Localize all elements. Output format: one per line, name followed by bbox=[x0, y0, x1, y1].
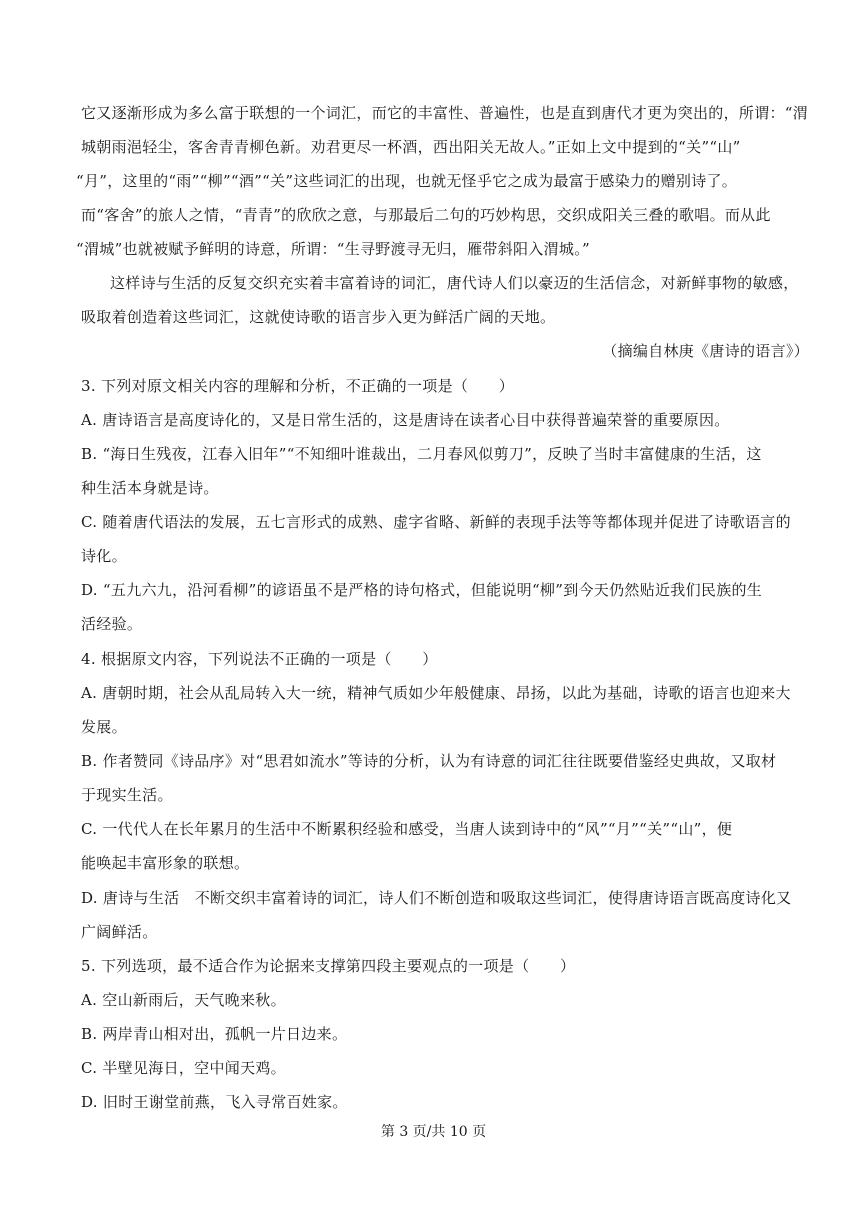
question-4-option-c-cont: 能唤起丰富形象的联想。 bbox=[81, 854, 250, 872]
question-3-option-d-cont: 活经验。 bbox=[81, 615, 143, 633]
question-5-option-d: D. 旧时王谢堂前燕，飞入寻常百姓家。 bbox=[81, 1093, 348, 1111]
question-3-stem: 3. 下列对原文相关内容的理解和分析，不正确的一项是（ ） bbox=[81, 377, 515, 395]
passage-line: “月”，这里的“雨”“柳”“酒”“关”这些词汇的出现，也就无怪乎它之成为最富于感染力的赠别诗了。 bbox=[76, 172, 738, 190]
question-4-option-d: D. 唐诗与生活 不断交织丰富着诗的词汇，诗人们不断创造和吸取这些词汇，使得唐诗语言既高度诗化又 bbox=[81, 889, 792, 907]
question-3-option-a: A. 唐诗语言是高度诗化的，又是日常生活的，这是唐诗在读者心目中获得普遍荣誉的重要原因。 bbox=[81, 411, 730, 429]
question-4-stem: 4. 根据原文内容，下列说法不正确的一项是（ ） bbox=[81, 650, 438, 668]
question-4-option-a-cont: 发展。 bbox=[81, 718, 127, 736]
passage-line: 吸取着创造着这些词汇，这就使诗歌的语言步入更为鲜活广阔的天地。 bbox=[81, 308, 556, 326]
question-5-stem: 5. 下列选项，最不适合作为论据来支撑第四段主要观点的一项是（ ） bbox=[81, 957, 576, 975]
question-3-option-d: D. “五九六九，沿河看柳”的谚语虽不是严格的诗句格式，但能说明“柳”到今天仍然贴近我们民族的生 bbox=[81, 581, 763, 599]
question-4-option-d-cont: 广阔鲜活。 bbox=[81, 923, 158, 941]
question-5-option-b: B. 两岸青山相对出，孤帆一片日边来。 bbox=[81, 1025, 348, 1043]
passage-line: 这样诗与生活的反复交织充实着丰富着诗的词汇，唐代诗人们以豪迈的生活信念，对新鲜事物的敏感， bbox=[110, 274, 799, 292]
page-number: 第 3 页/共 10 页 bbox=[380, 1124, 487, 1140]
question-3-option-c: C. 随着唐代语法的发展，五七言形式的成熟、虚字省略、新鲜的表现手法等等都体现并促进了诗歌语言的 bbox=[81, 513, 791, 531]
question-4-option-c: C. 一代代人在长年累月的生活中不断累积经验和感受，当唐人读到诗中的“风”“月”“关”“山”，便 bbox=[81, 820, 733, 838]
question-4-option-a: A. 唐朝时期，社会从乱局转入大一统，精神气质如少年般健康、昂扬，以此为基础，诗歌的语言也迎来大 bbox=[81, 684, 791, 702]
source-citation: （摘编自林庚《唐诗的语言》） bbox=[602, 342, 809, 360]
question-3-option-b-cont: 种生活本身就是诗。 bbox=[81, 479, 219, 497]
passage-line: “渭城”也就被赋予鲜明的诗意，所谓：“生寻野渡寻无归，雁带斜阳入渭城。” bbox=[76, 240, 590, 258]
question-5-option-a: A. 空山新雨后，天气晚来秋。 bbox=[81, 991, 286, 1009]
question-3-option-b: B. “海日生残夜，江春入旧年”“不知细叶谁裁出，二月春风似剪刀”，反映了当时丰富健康的生活，这 bbox=[81, 445, 762, 463]
passage-line: 而“客舍”的旅人之情，“青青”的欣欣之意，与那最后二句的巧妙构思，交织成阳关三叠的歌唱。而从此 bbox=[81, 206, 771, 224]
question-3-option-c-cont: 诗化。 bbox=[81, 547, 127, 565]
question-5-option-c: C. 半壁见海日，空中闻天鸡。 bbox=[81, 1059, 286, 1077]
passage-line: 它又逐渐形成为多么富于联想的一个词汇，而它的丰富性、普遍性，也是直到唐代才更为突出的，所谓：“渭 bbox=[81, 104, 809, 122]
question-4-option-b-cont: 于现实生活。 bbox=[81, 786, 173, 804]
passage-line: 城朝雨浥轻尘，客舍青青柳色新。劝君更尽一杯酒，西出阳关无故人。”正如上文中提到的“关”“山” bbox=[81, 138, 741, 156]
question-4-option-b: B. 作者赞同《诗品序》对“思君如流水”等诗的分析，认为有诗意的词汇往往既要借鉴经史典故，又取材 bbox=[81, 752, 777, 770]
